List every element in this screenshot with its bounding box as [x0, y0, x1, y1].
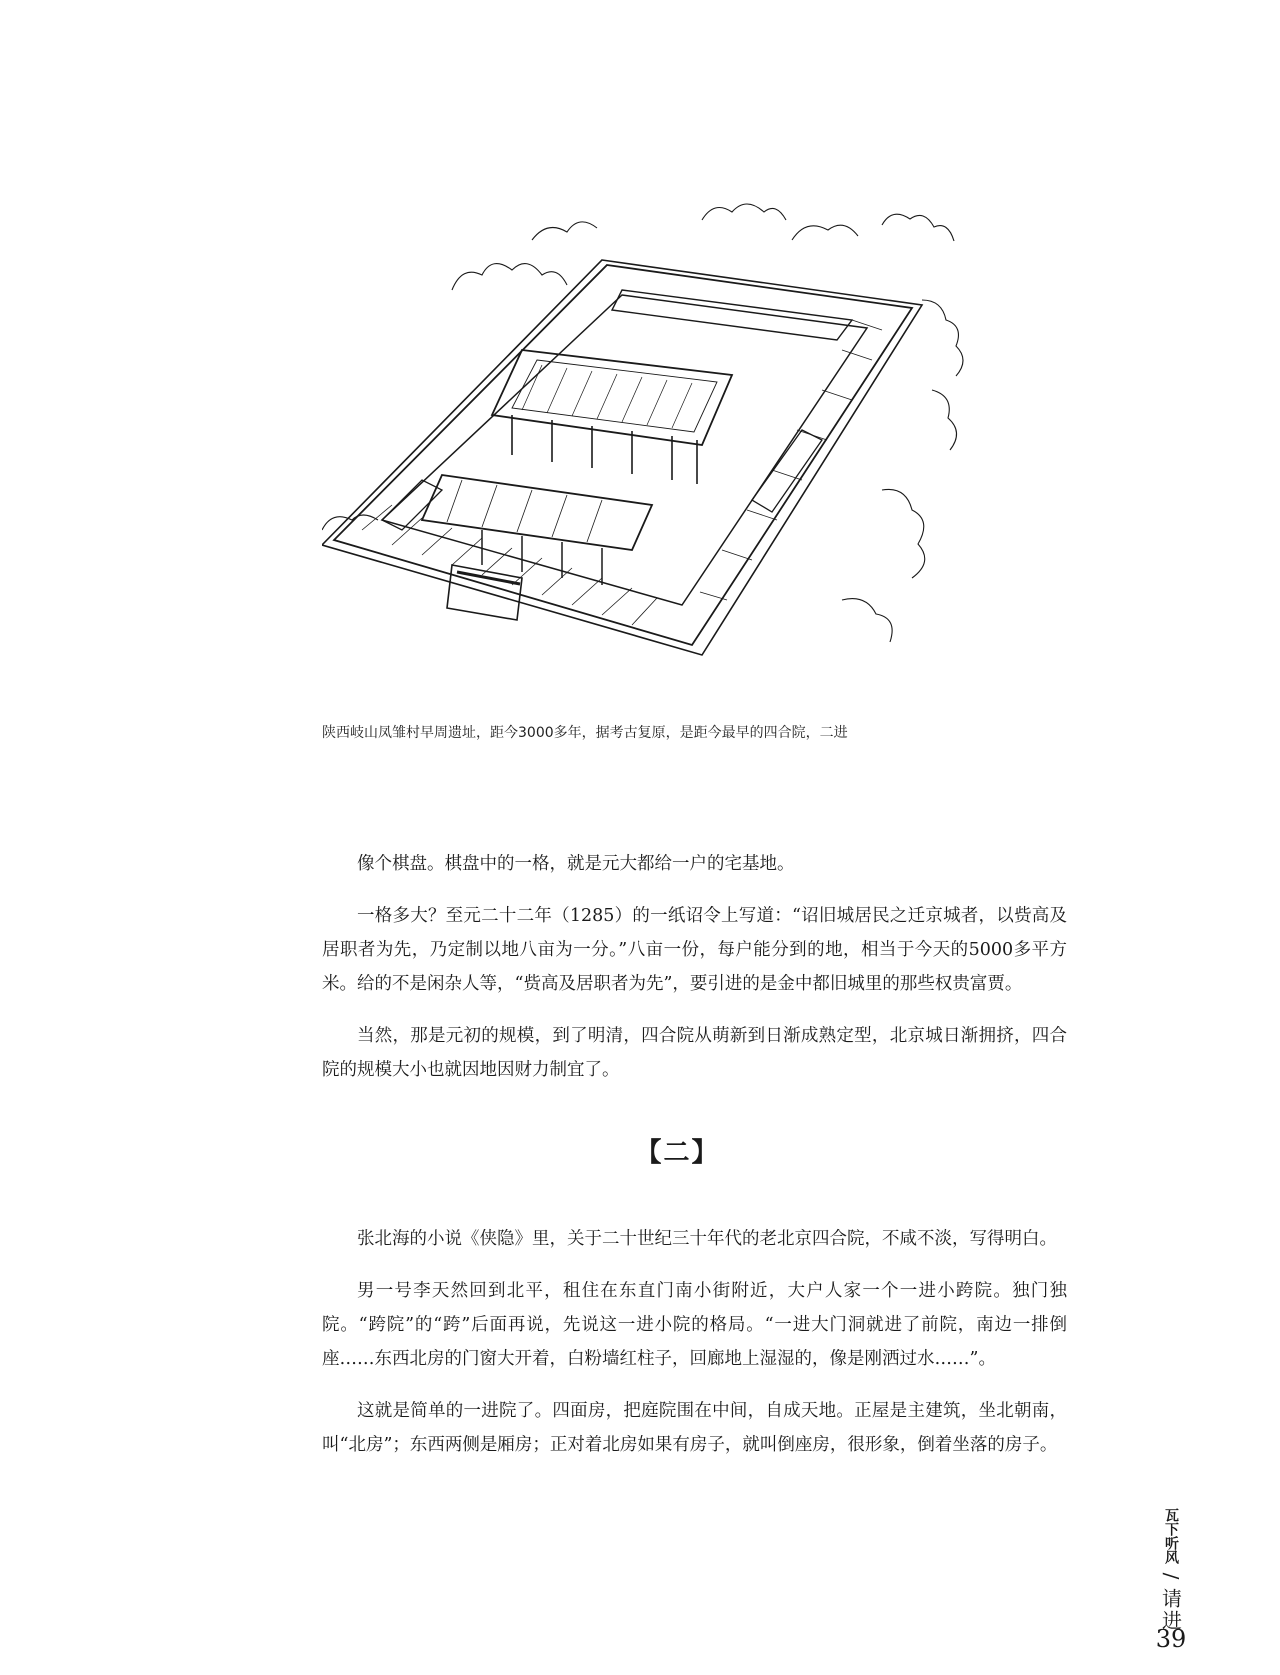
front-hall-roof [422, 475, 652, 550]
section-heading: 【二】 [635, 1138, 720, 1168]
main-hall-roof [492, 350, 732, 445]
side-title: 请进 [1158, 1588, 1183, 1632]
side-slash: / [1159, 1572, 1183, 1580]
courtyard-illustration [322, 200, 1002, 700]
series-name: 瓦下听风 [1163, 1508, 1179, 1564]
inner-wall-roof [382, 295, 867, 605]
paragraph: 一格多大？至元二十二年（1285）的一纸诏令上写道：“诏旧城居民之迁京城者，以赀高及居职者为先，乃定制以地八亩为一分。”八亩一份，每户能分到的地，相当于今天的5000多平方米。给的不是闲杂人等，“赀高及居职者为先”，要引进的是金中都旧城里的那些权贵富贾。 [322, 906, 1067, 994]
rear-hall-roof [612, 290, 852, 340]
paragraph: 这就是简单的一进院了。四面房，把庭院围在中间，自成天地。正屋是主建筑，坐北朝南，叫“北房”；东西两侧是厢房；正对着北房如果有房子，就叫倒座房，很形象，倒着坐落的房子。 [322, 1401, 1067, 1455]
main-hall-columns [512, 415, 697, 484]
paragraph: 当然，那是元初的规模，到了明清，四合院从萌新到日渐成熟定型，北京城日渐拥挤，四合院的规模大小也就因地因财力制宜了。 [322, 1026, 1067, 1080]
paragraph: 男一号李天然回到北平，租住在东直门南小街附近，大户人家一个一进小跨院。独门独院。“跨院”的“跨”后面再说，先说这一进小院的格局。“一进大门洞就进了前院，南边一排倒座……东西北房的门窗大开着，白粉墙红柱子，回廊地上湿湿的，像是刚洒过水……”。 [322, 1281, 1067, 1369]
body-text-block-1 [322, 847, 1067, 1105]
section-side-tab [1156, 1508, 1186, 1632]
body-text-block-2 [322, 1222, 1067, 1480]
page-number: 39 [1155, 1625, 1187, 1653]
paragraph: 像个棋盘。棋盘中的一格，就是元大都给一户的宅基地。 [357, 854, 795, 874]
outer-platform [322, 260, 922, 655]
paragraph: 张北海的小说《侠隐》里，关于二十世纪三十年代的老北京四合院，不咸不淡，写得明白。 [357, 1229, 1057, 1249]
figure-caption: 陕西岐山凤雏村早周遗址，距今3000多年，据考古复原，是距今最早的四合院，二进 [322, 725, 848, 741]
